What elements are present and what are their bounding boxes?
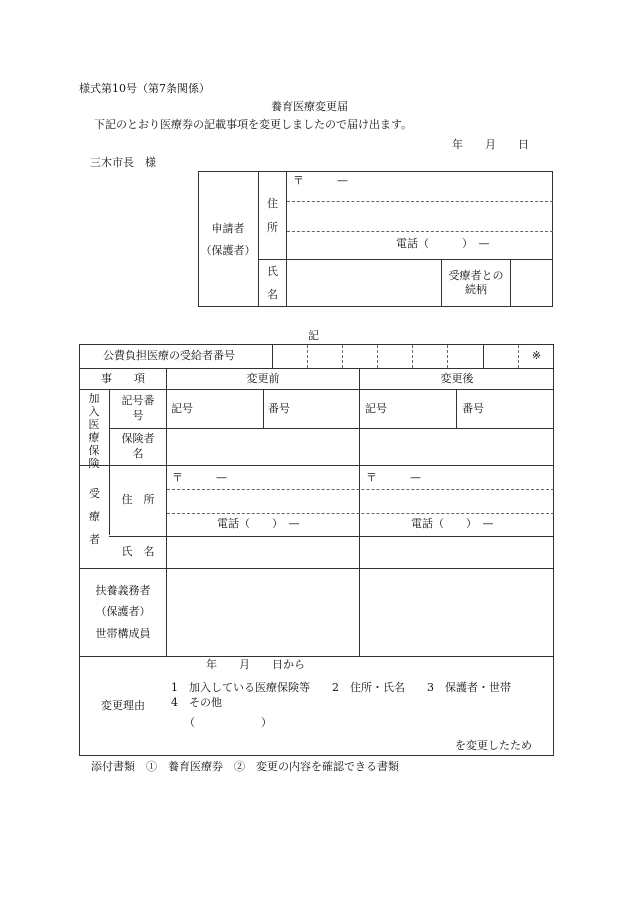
reason-date[interactable]: 年 月 日から xyxy=(206,658,305,671)
patient-vertical-2: 療 xyxy=(89,510,100,523)
before-symbol-field[interactable]: 記号 xyxy=(171,402,193,415)
reason-suffix: を変更したため xyxy=(455,739,532,752)
col-item-header: 事 項 xyxy=(101,372,145,385)
name-label-2: 名 xyxy=(267,288,278,301)
reason-other[interactable]: 4 その他 xyxy=(171,696,222,709)
applicant-postal-field[interactable]: 〒 — xyxy=(293,174,348,187)
after-insurer-field[interactable] xyxy=(361,430,553,464)
after-phone-field[interactable]: 電話（ ） — xyxy=(411,517,494,530)
guardian-label-3: 世帯構成員 xyxy=(95,627,151,640)
guardian-label-2: （保護者） xyxy=(95,605,151,618)
form-title: 養育医療変更届 xyxy=(271,100,348,113)
before-number-field[interactable]: 番号 xyxy=(268,402,290,415)
reason-other-detail[interactable]: （ ） xyxy=(184,716,272,729)
guardian-label-1: 扶養義務者 xyxy=(95,584,151,597)
col-after-header: 変更後 xyxy=(440,372,474,385)
addressee: 三木市長 様 xyxy=(90,156,156,169)
after-number-field[interactable]: 番号 xyxy=(462,402,484,415)
intro-text: 下記のとおり医療券の記載事項を変更しましたので届け出ます。 xyxy=(94,118,413,131)
after-guardian-field[interactable] xyxy=(361,570,553,655)
form-number: 様式第10号（第7条関係） xyxy=(79,82,210,95)
relation-label-1: 受療者との xyxy=(448,269,504,282)
col-before-header: 変更前 xyxy=(246,372,280,385)
recipient-number-field[interactable] xyxy=(274,346,482,366)
name-label-1: 氏 xyxy=(267,265,278,278)
patient-address-label: 住 所 xyxy=(121,493,155,506)
applicant-label: 申請者 xyxy=(211,222,245,235)
reason-options[interactable]: 1 加入している医療保険等 2 住所・氏名 3 保護者・世帯 xyxy=(171,681,511,694)
insurer-label-1: 保険者 xyxy=(121,432,155,445)
before-phone-field[interactable]: 電話（ ） — xyxy=(217,517,300,530)
address-label-2: 所 xyxy=(267,221,278,234)
note-mark: ※ xyxy=(531,349,542,362)
relation-field[interactable] xyxy=(512,262,552,306)
recipient-number-label: 公費負担医療の受給者番号 xyxy=(103,349,235,362)
relation-label-2: 続柄 xyxy=(465,283,487,296)
applicant-phone-field[interactable]: 電話（ ） — xyxy=(396,237,490,250)
insurance-vertical-label: 加入医療保険 xyxy=(88,392,100,470)
date-line: 年 月 日 xyxy=(452,138,529,151)
symbol-number-label-1: 記号番 xyxy=(121,394,155,407)
symbol-number-label-2: 号 xyxy=(132,409,144,422)
patient-vertical-3: 者 xyxy=(89,533,100,546)
before-insurer-field[interactable] xyxy=(168,430,358,464)
patient-name-label: 氏 名 xyxy=(121,545,155,558)
after-name-field[interactable] xyxy=(361,538,553,567)
address-label-1: 住 xyxy=(267,197,278,210)
after-symbol-field[interactable]: 記号 xyxy=(365,402,387,415)
attachment-note: 添付書類 ① 養育医療券 ② 変更の内容を確認できる書類 xyxy=(91,760,399,773)
applicant-label-guardian: （保護者） xyxy=(200,244,256,257)
before-name-field[interactable] xyxy=(168,538,358,567)
patient-vertical-1: 受 xyxy=(89,487,100,500)
reason-label: 変更理由 xyxy=(101,699,145,712)
before-guardian-field[interactable] xyxy=(168,570,358,655)
insurer-label-2: 名 xyxy=(132,447,144,460)
after-postal-field[interactable]: 〒 — xyxy=(366,471,421,484)
before-postal-field[interactable]: 〒 — xyxy=(172,471,227,484)
applicant-name-field[interactable] xyxy=(290,262,440,306)
ki-label: 記 xyxy=(308,329,319,342)
